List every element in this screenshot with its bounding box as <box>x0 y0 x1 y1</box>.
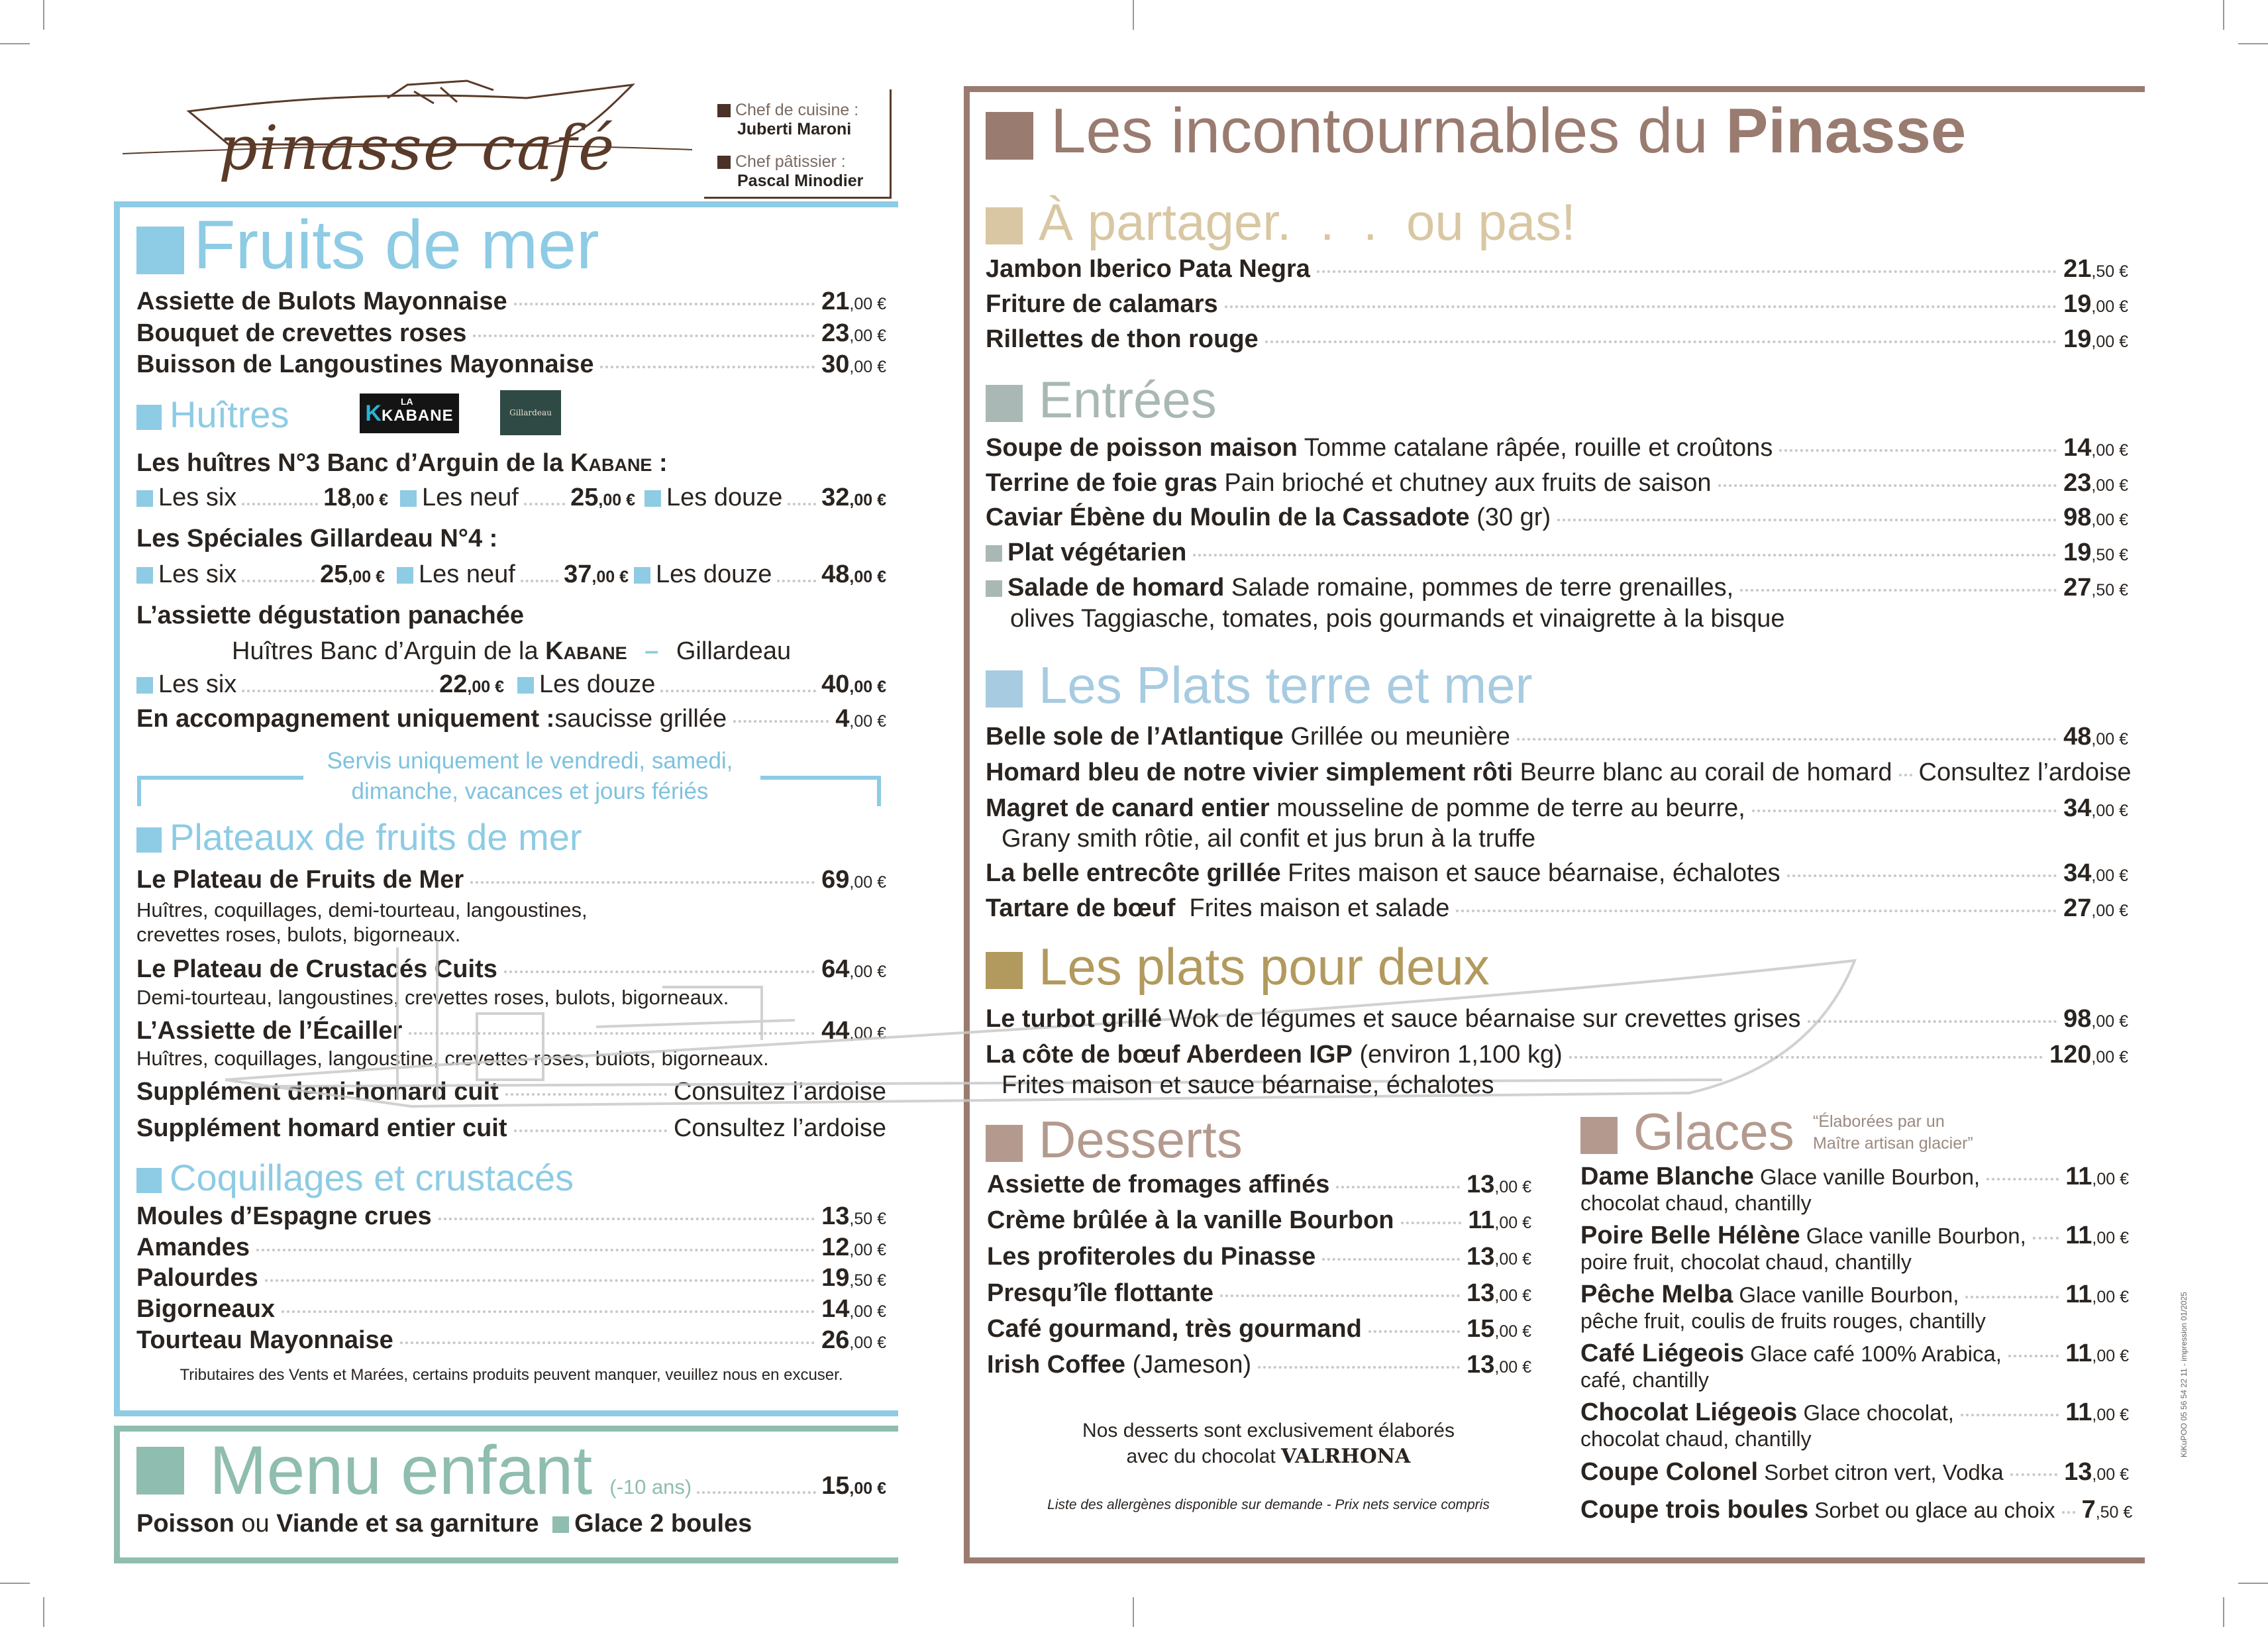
item-description: olives Taggiasche, tomates, pois gourmands et vinaigrette à la bisque <box>1010 605 1785 633</box>
crop-mark <box>1133 0 1134 30</box>
huitres-title: Huîtres <box>136 396 289 433</box>
desserts-title: Desserts <box>986 1114 1243 1165</box>
bullet-square-icon <box>986 545 1002 562</box>
banc-title: Les huîtres N°3 Banc d’Arguin de la Kabane : <box>136 449 668 477</box>
menu-enfant-detail: Poisson ou Viande et sa garniture Glace 2 boules <box>136 1510 752 1538</box>
menu-item: Les profiteroles du Pinasse 13,00 € <box>987 1243 1531 1271</box>
menu-item: Café gourmand, très gourmand 15,00 € <box>987 1315 1531 1343</box>
bullet-square-icon <box>644 490 661 507</box>
section-square-icon <box>136 405 162 430</box>
menu-item: Salade de homard Salade romaine, pommes de terre grenailles, 27,50 € <box>986 572 2128 604</box>
glace-description: café, chantilly <box>1580 1368 1709 1392</box>
menu-item: Plat végétarien 19,50 € <box>986 537 2128 569</box>
menu-item: Tartare de bœuf Frites maison et salade 27,00 € <box>986 894 2128 922</box>
incontournables-title: Les incontournables du Pinasse <box>986 99 1966 163</box>
menu-item: Buisson de Langoustines Mayonnaise 30,00 € <box>136 350 886 378</box>
plats-title: Les Plats terre et mer <box>986 659 1533 711</box>
bullet-square-icon <box>517 677 534 694</box>
chef-square-icon <box>717 104 731 117</box>
glace-description: chocolat chaud, chantilly <box>1580 1191 1812 1215</box>
item-description: Demi-tourteau, langoustines, crevettes roses, bulots, bigorneaux. <box>136 986 729 1009</box>
accompagnement-row: En accompagnement uniquement : saucisse grillée 4,00 € <box>136 705 886 733</box>
desserts-chocolate-note: Nos desserts sont exclusivement élaborés avec du chocolat VALRHONA <box>1082 1420 1455 1468</box>
glaces-title: Glaces <box>1580 1106 1794 1157</box>
glace-item: Café Liégeois Glace café 100% Arabica, 11,00 € <box>1580 1339 2129 1367</box>
glace-item: Pêche Melba Glace vanille Bourbon, 11,00 € <box>1580 1281 2129 1308</box>
section-square-icon <box>136 227 184 274</box>
menu-item: Bouquet de crevettes roses 23,00 € <box>136 319 886 347</box>
menu-item: Bigorneaux 14,00 € <box>136 1295 886 1323</box>
supplement-item: Supplément demi-homard cuit Consultez l’ardoise <box>136 1078 886 1106</box>
bullet-square-icon <box>986 580 1002 597</box>
printer-mark: KiKuPOO 05 56 54 22 11 - impression 01/2025 <box>2179 1292 2189 1457</box>
menu-item: Assiette de fromages affinés 13,00 € <box>987 1171 1531 1198</box>
menu-item: Friture de calamars 19,00 € <box>986 290 2128 318</box>
item-description: Grany smith rôtie, ail confit et jus brun à la truffe <box>1002 825 1536 853</box>
degustation-title: L’assiette dégustation panachée <box>136 602 524 629</box>
bullet-square-icon <box>136 567 153 584</box>
section-square-icon <box>1580 1117 1618 1154</box>
section-square-icon <box>986 1125 1023 1162</box>
degustation-prices: Les six 22,00 € Les douze 40,00 € <box>136 670 886 699</box>
kabane-logo: LA KKABANE <box>360 394 459 433</box>
glace-description: pêche fruit, coulis de fruits rouges, chantilly <box>1580 1309 1986 1333</box>
crop-mark <box>43 0 44 30</box>
chef-square-icon <box>717 156 731 169</box>
menu-item: Presqu’île flottante 13,00 € <box>987 1279 1531 1307</box>
menu-item: Crème brûlée à la vanille Bourbon 11,00 € <box>987 1206 1531 1234</box>
section-square-icon <box>136 1447 184 1495</box>
allergens-note: Liste des allergènes disponible sur demande - Prix nets service compris <box>1047 1497 1490 1512</box>
glace-item: Poire Belle Hélène Glace vanille Bourbon, 11,00 € <box>1580 1222 2129 1249</box>
menu-item: Jambon Iberico Pata Negra 21,50 € <box>986 255 2128 283</box>
menu-item: L’Assiette de l’Écailler 44,00 € <box>136 1017 886 1045</box>
section-square-icon <box>986 207 1023 244</box>
menu-item: Le Plateau de Fruits de Mer 69,00 € <box>136 866 886 894</box>
bullet-square-icon <box>136 677 153 694</box>
brand-name: pinasse café <box>219 113 616 184</box>
deux-title: Les plats pour deux <box>986 941 1490 992</box>
crop-mark <box>0 43 30 44</box>
glace-item: Dame Blanche Glace vanille Bourbon, 11,00 € <box>1580 1163 2129 1190</box>
section-square-icon <box>986 670 1023 708</box>
menu-item: Le Plateau de Crustacés Cuits 64,00 € <box>136 955 886 983</box>
section-square-icon <box>986 385 1023 422</box>
item-description: Frites maison et sauce béarnaise, échalotes <box>1002 1071 1494 1099</box>
section-square-icon <box>136 1168 162 1193</box>
menu-item: Moules d’Espagne crues 13,50 € <box>136 1202 886 1230</box>
menu-item: Terrine de foie gras Pain brioché et chutney aux fruits de saison 23,00 € <box>986 469 2128 497</box>
bullet-square-icon <box>397 567 413 584</box>
plateaux-title: Plateaux de fruits de mer <box>136 819 582 856</box>
fruits-de-mer-title: Fruits de mer <box>136 211 599 280</box>
partager-title: À partager. . . ou pas! <box>986 196 1576 248</box>
menu-item: Palourdes 19,50 € <box>136 1264 886 1292</box>
degustation-subtitle: Huîtres Banc d’Arguin de la Kabane – Gillardeau <box>232 637 792 665</box>
coquillages-title: Coquillages et crustacés <box>136 1159 574 1196</box>
tributaires-note: Tributaires des Vents et Marées, certains produits peuvent manquer, veuillez nous en excuser. <box>180 1366 843 1384</box>
menu-item: Caviar Ébène du Moulin de la Cassadote (30 gr) 98,00 € <box>986 503 2128 531</box>
served-note: Servis uniquement le vendredi, samedi, dimanche, vacances et jours fériés <box>327 748 733 804</box>
item-description: Huîtres, coquillages, demi-tourteau, langoustines, <box>136 898 588 921</box>
crop-mark <box>43 1597 44 1627</box>
menu-item: Belle sole de l’Atlantique Grillée ou meunière 48,00 € <box>986 723 2128 751</box>
item-description: crevettes roses, bulots, bigorneaux. <box>136 923 461 946</box>
menu-item: Soupe de poisson maison Tomme catalane râpée, rouille et croûtons 14,00 € <box>986 434 2128 462</box>
served-bracket-right <box>760 776 881 806</box>
menu-item: Rillettes de thon rouge 19,00 € <box>986 325 2128 353</box>
item-description: Huîtres, coquillages, langoustine, crevettes roses, bulots, bigorneaux. <box>136 1047 769 1070</box>
chef-patissier: Chef pâtissier : Pascal Minodier <box>717 152 863 191</box>
crop-mark <box>1133 1597 1134 1627</box>
crop-mark <box>2223 1597 2224 1627</box>
glace-item: Coupe Colonel Sorbet citron vert, Vodka 13,00 € <box>1580 1458 2129 1486</box>
supplement-item: Supplément homard entier cuit Consultez l’ardoise <box>136 1114 886 1142</box>
crop-mark <box>2238 43 2268 44</box>
glace-description: chocolat chaud, chantilly <box>1580 1427 1812 1451</box>
section-square-icon <box>986 952 1023 989</box>
glace-description: poire fruit, chocolat chaud, chantilly <box>1580 1250 1912 1274</box>
menu-item: Amandes 12,00 € <box>136 1233 886 1261</box>
crop-mark <box>2223 0 2224 30</box>
entrees-title: Entrées <box>986 374 1217 425</box>
menu-item: La belle entrecôte grillée Frites maison et sauce béarnaise, échalotes 34,00 € <box>986 859 2128 887</box>
crop-mark <box>2238 1583 2268 1584</box>
section-square-icon <box>136 827 162 853</box>
menu-item: Homard bleu de notre vivier simplement rôti Beurre blanc au corail de homard Consultez l’ardoise <box>986 759 2132 786</box>
menu-item: Irish Coffee (Jameson) 13,00 € <box>987 1351 1531 1379</box>
chef-cuisine: Chef de cuisine : Juberti Maroni <box>717 101 858 139</box>
crop-mark <box>0 1583 30 1584</box>
gillardeau-logo: Gillardeau <box>500 390 561 435</box>
menu-enfant-title: Menu enfant (-10 ans) 15,00 € <box>136 1436 886 1505</box>
bullet-square-icon <box>634 567 650 584</box>
menu-item: Assiette de Bulots Mayonnaise 21,00 € <box>136 288 886 315</box>
menu-item: Tourteau Mayonnaise 26,00 € <box>136 1326 886 1354</box>
bullet-square-icon <box>136 490 153 507</box>
menu-item: Le turbot grillé Wok de légumes et sauce béarnaise sur crevettes grises 98,00 € <box>986 1005 2128 1033</box>
gillardeau-prices: Les six 25,00 € Les neuf 37,00 € Les douze 48,00 € <box>136 560 886 589</box>
banc-prices: Les six 18,00 € Les neuf 25,00 € Les douze 32,00 € <box>136 484 886 512</box>
glace-item: Coupe trois boules Sorbet ou glace au choix 7,50 € <box>1580 1496 2133 1524</box>
bullet-square-icon <box>552 1516 569 1533</box>
menu-item: Magret de canard entier mousseline de pomme de terre au beurre, 34,00 € <box>986 794 2128 822</box>
glace-item: Chocolat Liégeois Glace chocolat, 11,00 € <box>1580 1398 2129 1426</box>
gillardeau-title: Les Spéciales Gillardeau N°4 : <box>136 525 498 552</box>
glaces-tagline: “Élaborées par un Maître artisan glacier” <box>1813 1112 1973 1153</box>
menu-item: La côte de bœuf Aberdeen IGP (environ 1,100 kg) 120,00 € <box>986 1041 2128 1069</box>
section-square-icon <box>986 112 1033 160</box>
bullet-square-icon <box>400 490 417 507</box>
served-bracket-left <box>137 776 303 806</box>
